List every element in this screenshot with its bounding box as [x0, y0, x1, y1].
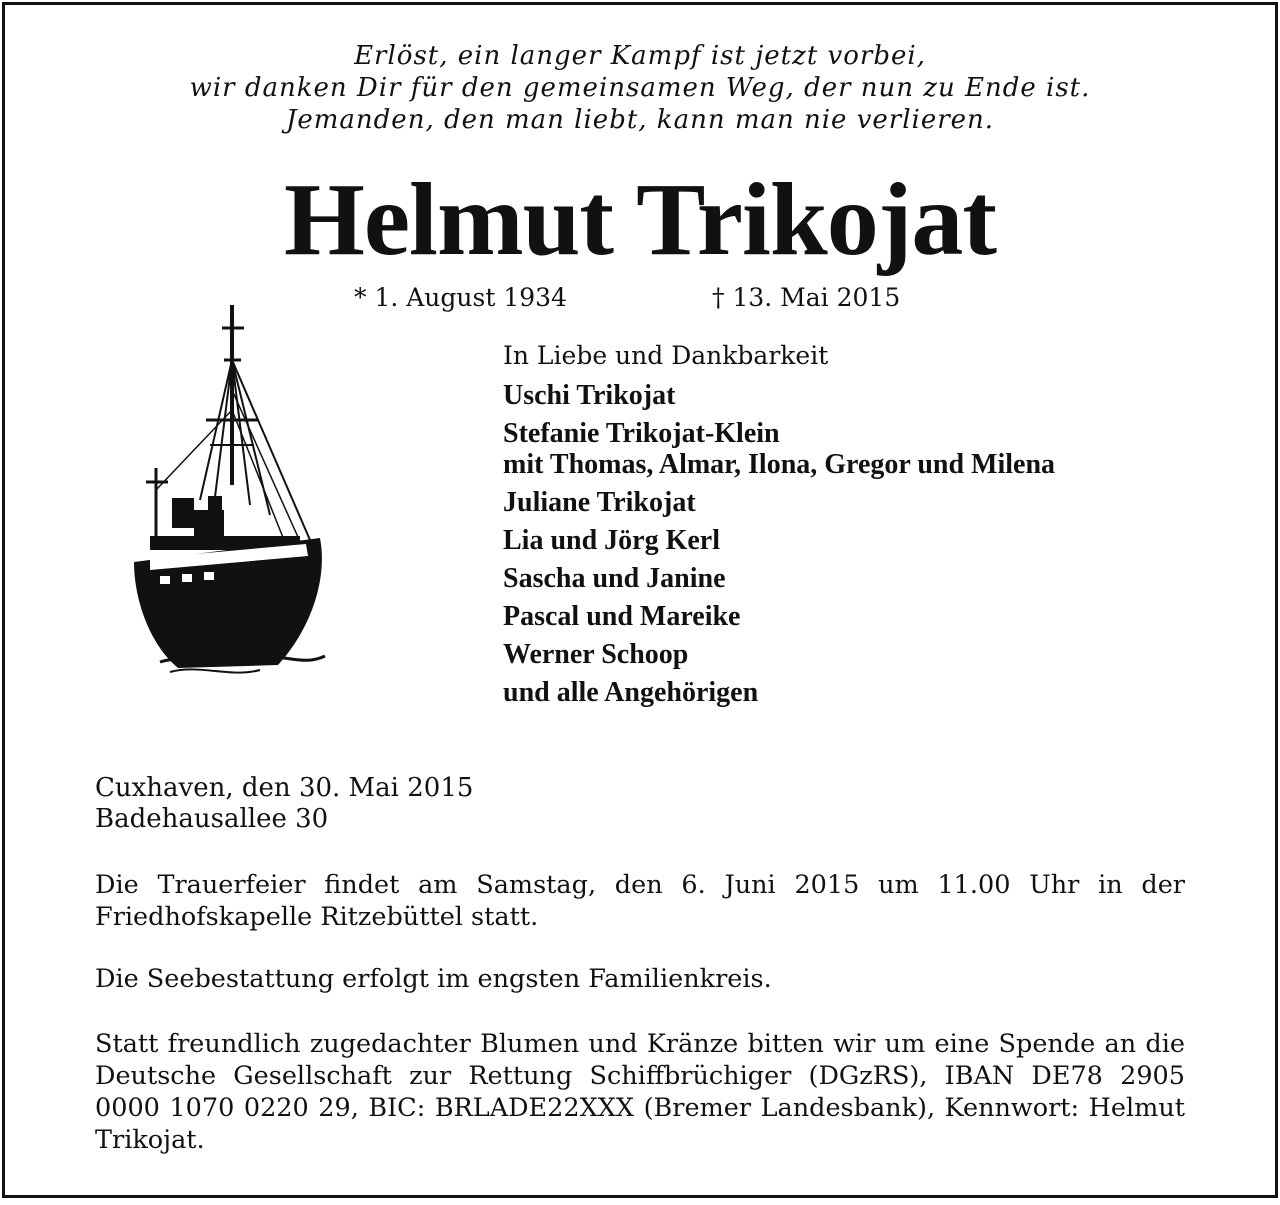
death-date: † 13. Mai 2015: [712, 283, 901, 312]
poem-line: Jemanden, den man liebt, kann man nie verlieren.: [285, 105, 995, 135]
mourner: [503, 525, 1223, 556]
mourner: [503, 601, 1223, 632]
birth-date: * 1. August 1934: [354, 283, 567, 312]
mourner-name: Lia und Jörg Kerl: [503, 525, 721, 556]
mourner: [503, 563, 1223, 594]
mourner-name: und alle Angehörigen: [503, 677, 759, 708]
mourner-name: Uschi Trikojat: [503, 380, 676, 411]
mourners-section: [503, 340, 1223, 715]
mourner: [503, 639, 1223, 670]
mourner-sub: mit Thomas, Almar, Ilona, Gregor und Milena: [503, 449, 1056, 480]
mourner-name: Werner Schoop: [503, 639, 689, 670]
mourner-name: Stefanie Trikojat-Klein: [503, 418, 780, 449]
poem: [0, 40, 1280, 136]
place-and-address: [95, 773, 473, 835]
mourners-intro: In Liebe und Dankbarkeit: [503, 341, 829, 370]
deceased-name: Helmut Trikojat: [284, 162, 996, 277]
place-date: Cuxhaven, den 30. Mai 2015: [95, 773, 474, 803]
poem-line: Erlöst, ein langer Kampf ist jetzt vorbei,: [354, 41, 926, 71]
mourner: [503, 418, 1223, 480]
mourner-name: Pascal und Mareike: [503, 601, 741, 632]
burial-info: Die Seebestattung erfolgt im engsten Familienkreis.: [95, 964, 772, 994]
mourner: [503, 380, 1223, 411]
ship-icon: [110, 300, 350, 680]
poem-line: wir danken Dir für den gemeinsamen Weg, der nun zu Ende ist.: [189, 73, 1091, 103]
address: Badehausallee 30: [95, 804, 329, 834]
mourner-name: Juliane Trikojat: [503, 487, 696, 518]
funeral-info: Die Trauerfeier findet am Samstag, den 6. Juni 2015 um 11.00 Uhr in der Friedhofskapelle Ritzebüttel statt.: [95, 870, 1185, 932]
mourner-name: Sascha und Janine: [503, 563, 726, 594]
donation-info: Statt freundlich zugedachter Blumen und Kränze bitten wir um eine Spende an die Deutsche Gesellschaft zur Rettung Schiffbrüchiger (DGzRS), IBAN DE78 2905 0000 1070 0220 29, BIC: BRLADE22XXX (Bremer Landesbank), Kennwort: Helmut Trikojat.: [95, 1029, 1185, 1155]
mourner: [503, 677, 1223, 708]
mourner: [503, 487, 1223, 518]
